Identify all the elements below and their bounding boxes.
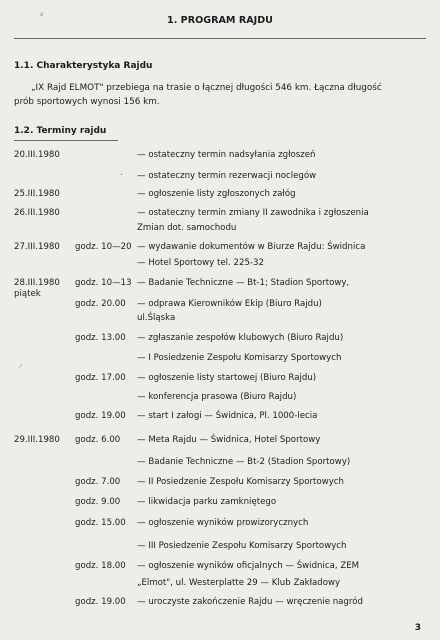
row-desc: — konferencja prasowa (Biuro Rajdu) — [137, 392, 297, 402]
page-title: 1. PROGRAM RAJDU — [167, 15, 273, 26]
row-date: 27.III.1980 — [14, 242, 60, 252]
section-heading-1-1: 1.1. Charakterystyka Rajdu — [14, 61, 153, 71]
row-desc: — I Posiedzenie Zespołu Komisarzy Sportowych — [137, 353, 342, 363]
row-desc: — II Posiedzenie Zespołu Komisarzy Sportowych — [137, 477, 344, 487]
row-time: godz. 10—20 — [75, 242, 132, 252]
row-desc: — Badanie Techniczne — Bt-1; Stadion Sportowy, — [137, 278, 350, 288]
row-time: godz. 15.00 — [75, 518, 126, 528]
title-divider — [14, 38, 426, 39]
row-time: godz. 9.00 — [75, 497, 121, 507]
row-date: 26.III.1980 — [14, 208, 60, 218]
row-desc: — III Posiedzenie Zespołu Komisarzy Sportowych — [137, 541, 347, 551]
margin-dot: · — [120, 170, 124, 181]
row-desc: — Meta Rajdu — Świdnica, Hotel Sportowy — [137, 435, 321, 445]
row-desc: — ostateczny termin nadsyłania zgłoszeń — [137, 150, 316, 160]
row-time: godz. 19.00 — [75, 597, 126, 607]
row-desc: — ogłoszenie wyników prowizorycznych — [137, 518, 309, 528]
row-desc: — likwidacja parku zamkniętego — [137, 497, 277, 507]
section-heading-1-2: 1.2. Terminy rajdu — [14, 126, 107, 136]
row-desc: — wydawanie dokumentów w Biurze Rajdu: Świdnica — [137, 242, 366, 252]
row-time: godz. 18.00 — [75, 561, 126, 571]
row-desc: — zgłaszanie zespołów klubowych (Biuro Rajdu) — [137, 333, 344, 343]
page-number: 3 — [414, 623, 421, 633]
intro-line-1: „IX Rajd ELMOT" przebiega na trasie o łącznej długości 546 km. Łączna długość — [31, 83, 382, 93]
row-desc: Zmian dot. samochodu — [137, 223, 237, 233]
row-desc: — ogłoszenie listy startowej (Biuro Rajdu) — [137, 373, 317, 383]
row-time: godz. 10—13 — [75, 278, 132, 288]
row-desc: — odprawa Kierowników Ekip (Biuro Rajdu) — [137, 299, 322, 309]
row-date: 20.III.1980 — [14, 150, 60, 160]
row-time: godz. 6.00 — [75, 435, 121, 445]
row-time: godz. 13.00 — [75, 333, 126, 343]
row-desc: — uroczyste zakończenie Rajdu — wręczenie nagród — [137, 597, 363, 607]
corner-scribble: ⸗ — [40, 9, 44, 20]
intro-line-2: prób sportowych wynosi 156 km. — [14, 97, 160, 107]
row-desc: — start I załogi — Świdnica, Pl. 1000-lecia — [137, 411, 318, 421]
row-desc: — ostateczny termin zmiany II zawodnika i zgłoszenia — [137, 208, 369, 218]
section-divider — [14, 140, 118, 141]
row-time: godz. 19.00 — [75, 411, 126, 421]
row-date: 29.III.1980 — [14, 435, 60, 445]
row-desc: „Elmot", ul. Westerplatte 29 — Klub Zakładowy — [137, 578, 341, 588]
row-date: 25.III.1980 — [14, 189, 60, 199]
row-date: piątek — [14, 289, 41, 299]
row-time: godz. 20.00 — [75, 299, 126, 309]
row-desc: ul.Śląska — [137, 313, 176, 323]
row-date: 28.III.1980 — [14, 278, 60, 288]
margin-mark: ⸝ — [18, 359, 23, 370]
row-desc: — ostateczny termin rezerwacji noclegów — [137, 171, 317, 181]
row-time: godz. 17.00 — [75, 373, 126, 383]
row-desc: — ogłoszenie listy zgłoszonych załóg — [137, 189, 296, 199]
row-desc: — ogłoszenie wyników oficjalnych — Świdnica, ZEM — [137, 561, 360, 571]
row-desc: — Hotel Sportowy tel. 225-32 — [137, 258, 264, 268]
row-desc: — Badanie Techniczne — Bt-2 (Stadion Sportowy) — [137, 457, 351, 467]
row-time: godz. 7.00 — [75, 477, 121, 487]
